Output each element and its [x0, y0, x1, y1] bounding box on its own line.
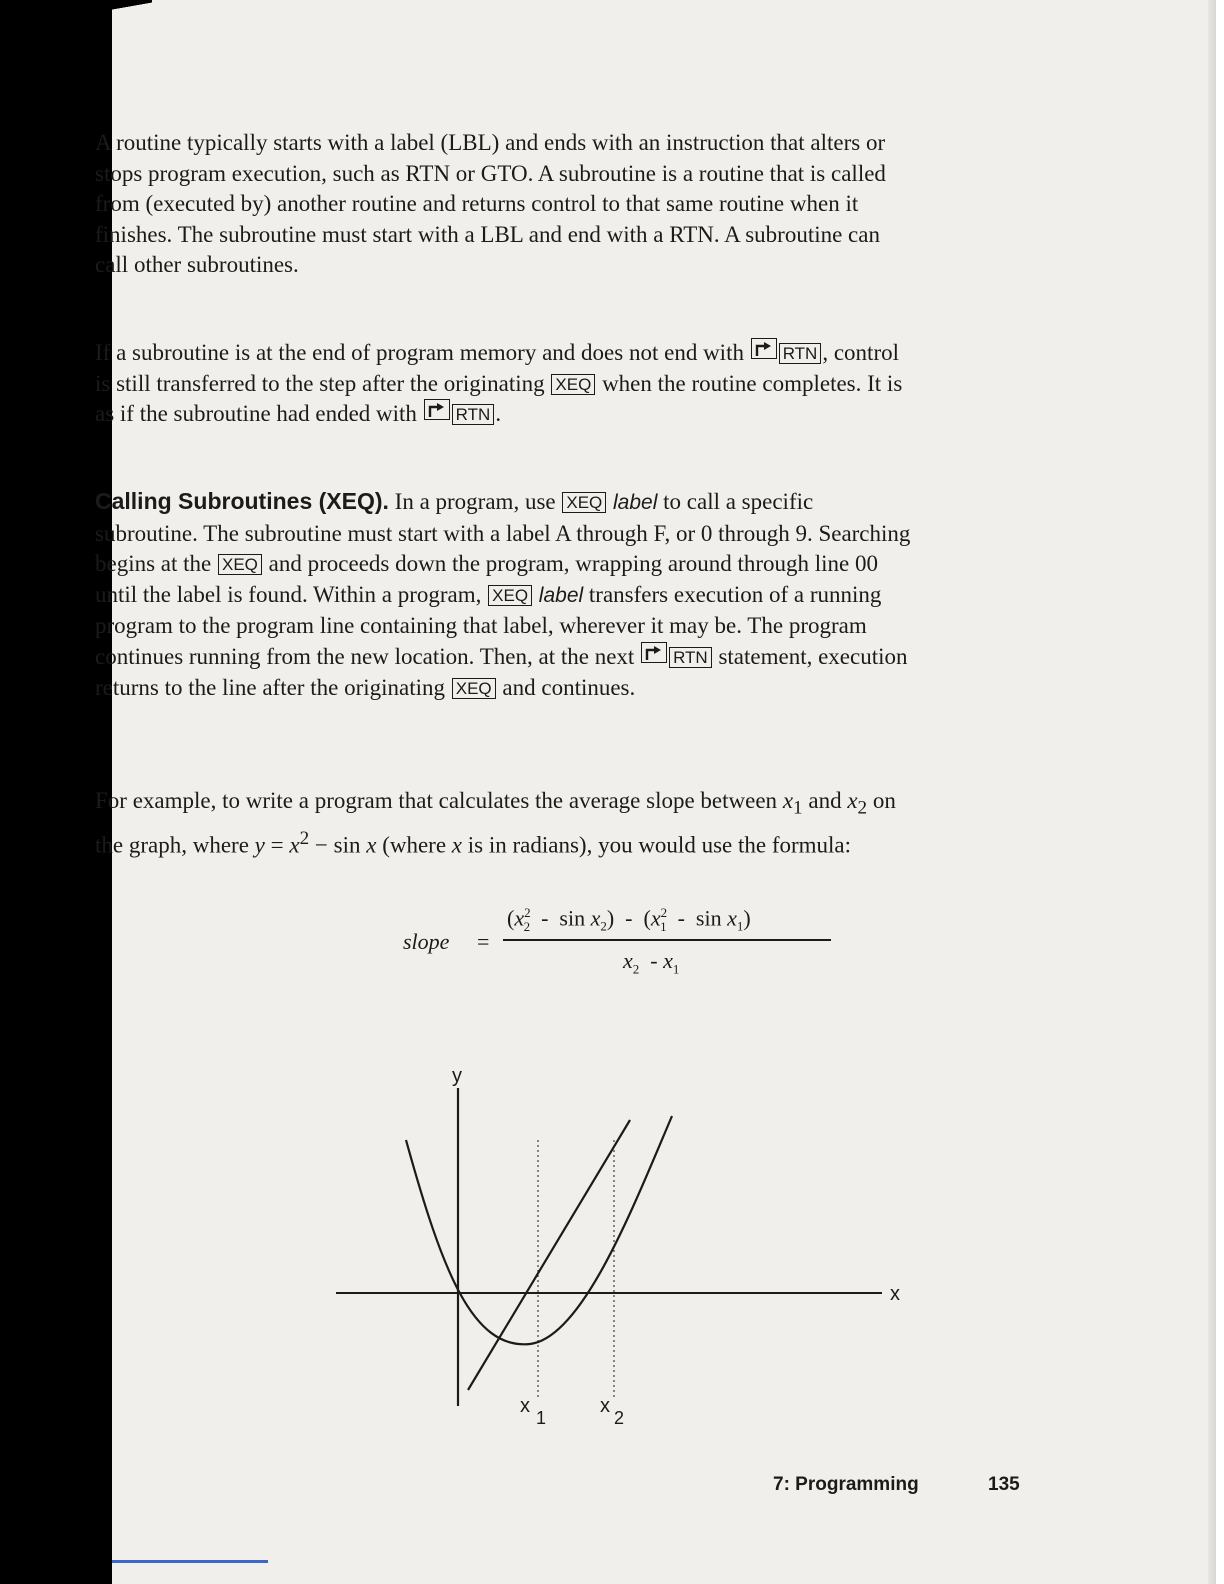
- page-number: 135: [988, 1474, 1020, 1495]
- fraction-bar: [503, 939, 831, 941]
- xeq-key: XEQ: [551, 374, 595, 395]
- p4-text-a: For example, to write a program that calculates the average slope between: [95, 788, 783, 813]
- page-edge: [1208, 0, 1216, 1584]
- chapter-footer: 7: Programming: [773, 1474, 919, 1495]
- xeq-key: XEQ: [218, 554, 262, 575]
- x-axis-label: x: [890, 1283, 900, 1305]
- p4-text-d: is in radians), you would use the formula:: [462, 832, 852, 858]
- x1-subscript: 1: [536, 1408, 547, 1428]
- p3-text-f: and continues.: [496, 674, 636, 700]
- p2-text-a: If a subroutine is at the end of program memory and does not end with: [95, 340, 744, 365]
- shift-key: [641, 642, 667, 663]
- p3-text-a: In a program, use: [388, 489, 562, 514]
- y-axis-label: y: [452, 1065, 462, 1087]
- p4-text-c: (where: [376, 832, 452, 858]
- p2-text-d: .: [495, 401, 502, 427]
- rtn-key: RTN: [779, 343, 822, 364]
- right-shift-arrow-icon: [427, 400, 447, 419]
- xeq-key: XEQ: [488, 585, 532, 606]
- function-curve: [406, 1116, 672, 1344]
- spine-corner: [112, 0, 152, 14]
- paragraph-routine: [95, 128, 915, 281]
- x1-label: x: [520, 1395, 530, 1417]
- secant-line: [468, 1120, 630, 1390]
- rtn-key: RTN: [452, 404, 495, 425]
- bottom-rule: [112, 1560, 268, 1563]
- p2-text-c: when the routine completes. It is as if the subroutine had ended with: [95, 370, 903, 427]
- x2-subscript: 2: [614, 1408, 625, 1428]
- p3-text-c: and proceeds down the program, wrapping around through line 00 until the label is found. Within a program,: [95, 551, 878, 607]
- formula-lhs: slope: [403, 929, 450, 954]
- label-word: label: [613, 491, 658, 514]
- shift-key: [751, 338, 777, 359]
- xeq-key: XEQ: [562, 492, 606, 513]
- paragraph-routine-text: A routine typically starts with a label (LBL) and ends with an instruction that alters or stops program execution, such as RTN or GTO. A subroutine is a routine that is called from (executed by) another routine and returns control to that same routine when it finishes. The subroutine must start with a LBL and end with a RTN. A subroutine can call other subroutines.: [95, 130, 886, 278]
- label-word: label: [538, 583, 584, 607]
- p3-text-b: to call a specific subroutine. The subroutine must start with a label A through F, or 0 through 9. Searching begins at the: [95, 489, 911, 577]
- right-shift-arrow-icon: [754, 339, 774, 358]
- right-shift-arrow-icon: [644, 643, 664, 662]
- formula-equals: =: [477, 929, 490, 954]
- formula-denominator: $x_2 - x_1$: [623, 948, 680, 977]
- paragraph-example: For example, to write a program that calculates the average slope between $x_1$ and $x_2$ on the graph, where $y = x^2 - \sin x$ (where x is in radians), you would use the formula:: [95, 788, 896, 858]
- slope-graph: [262, 1060, 922, 1450]
- p2-text-b: , control is still transferred to the step after the originating: [95, 340, 899, 396]
- p3-text-e: statement, execution returns to the line after the originating: [95, 643, 908, 700]
- x2-label: x: [600, 1395, 610, 1417]
- paragraph-calling-subroutines: [95, 486, 915, 703]
- section-heading: Calling Subroutines (XEQ).: [95, 488, 389, 514]
- p4-text-b: on the graph, where: [95, 788, 896, 858]
- xeq-key: XEQ: [452, 678, 496, 699]
- rtn-key: RTN: [669, 647, 712, 668]
- slope-formula: [395, 905, 845, 977]
- paragraph-end-of-memory: [95, 338, 915, 430]
- formula-numerator: ($x^2_2$ - $\sin x_2) - (x^2_1$ - $\sin x_1$): [507, 905, 751, 934]
- shift-key: [424, 399, 450, 420]
- p3-text-d: transfers execution of a running program to the program line containing that label, wherever it may be. The program continues running from the new location. Then, at the next: [95, 581, 882, 669]
